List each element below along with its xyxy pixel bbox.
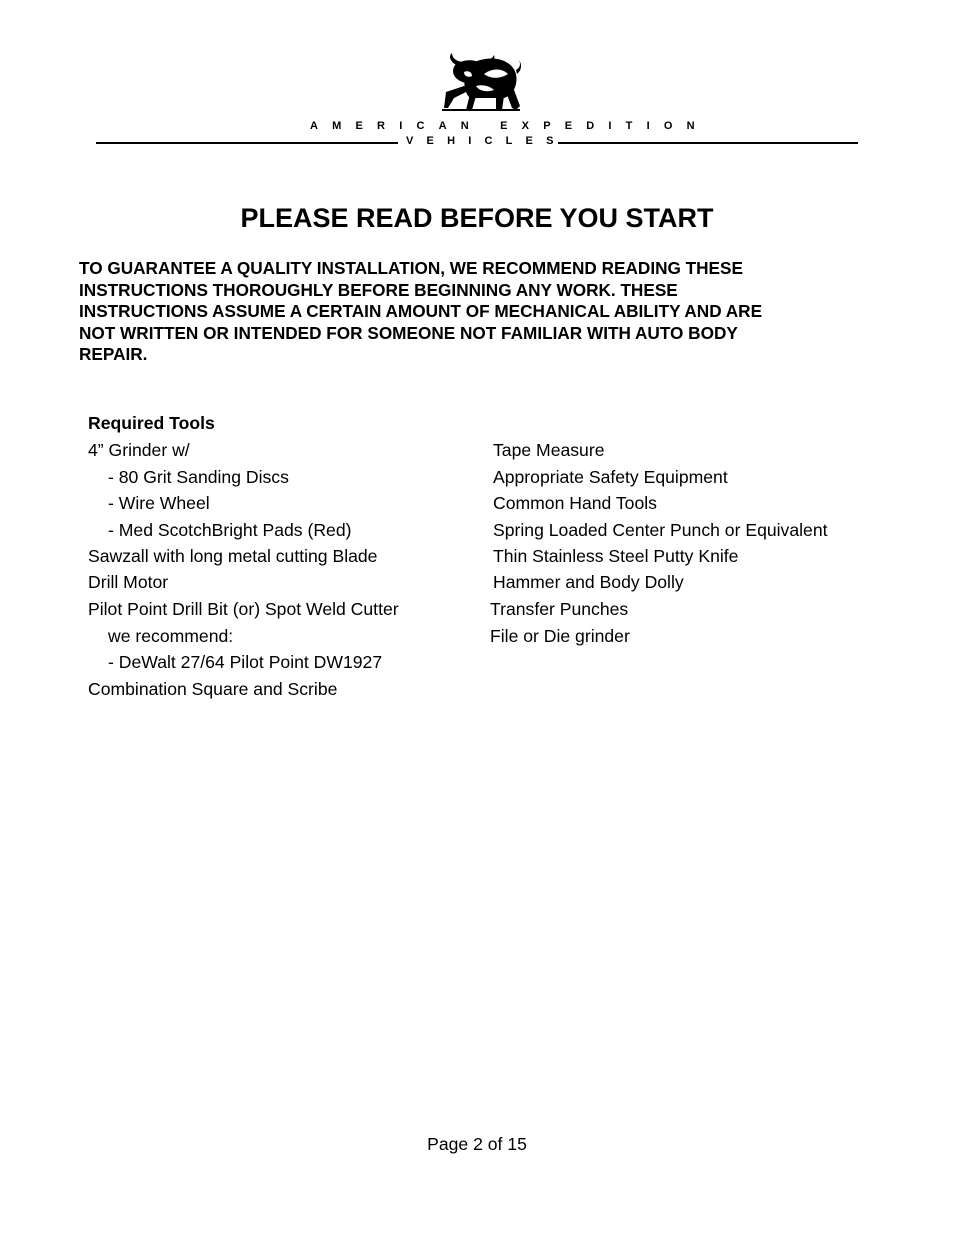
tool-item-left: Drill Motor: [88, 572, 169, 592]
tool-item-left: - Wire Wheel: [108, 493, 210, 513]
tool-item-left: Sawzall with long metal cutting Blade: [88, 546, 378, 566]
notice-line: NOT WRITTEN OR INTENDED FOR SOMEONE NOT FAMILIAR WITH AUTO BODY: [79, 322, 738, 343]
notice-line: TO GUARANTEE A QUALITY INSTALLATION, WE RECOMMEND READING THESE: [79, 258, 743, 278]
bull-logo-icon: [440, 52, 522, 114]
tool-item-right: Transfer Punches: [490, 599, 629, 619]
header-rule-left: [96, 142, 398, 144]
page-number: Page 2 of 15: [427, 1134, 527, 1154]
brand-name-line1: AMERICAN EXPEDITION: [310, 120, 709, 132]
tool-item-right: Common Hand Tools: [493, 493, 657, 513]
tool-item-left: we recommend:: [108, 626, 234, 646]
tool-item-right: Thin Stainless Steel Putty Knife: [493, 546, 739, 566]
notice-line: REPAIR.: [79, 344, 148, 365]
tool-item-left: 4” Grinder w/: [88, 440, 190, 460]
brand-rule-row: [96, 135, 858, 151]
brand-name-line2: VEHICLES: [406, 135, 567, 147]
page-title: PLEASE READ BEFORE YOU START: [240, 203, 714, 233]
header-rule-right: [558, 142, 858, 144]
tool-item-left: - DeWalt 27/64 Pilot Point DW1927: [108, 652, 383, 672]
tool-item-left: - 80 Grit Sanding Discs: [108, 467, 289, 487]
tool-item-right: Tape Measure: [493, 440, 605, 460]
tool-item-left: Combination Square and Scribe: [88, 679, 338, 699]
tool-item-right: Spring Loaded Center Punch or Equivalent: [493, 520, 828, 540]
tool-item-left: Pilot Point Drill Bit (or) Spot Weld Cutter: [88, 599, 399, 619]
required-tools-heading: Required Tools: [88, 413, 215, 433]
tool-item-left: - Med ScotchBright Pads (Red): [108, 520, 352, 540]
notice-line: INSTRUCTIONS ASSUME A CERTAIN AMOUNT OF MECHANICAL ABILITY AND ARE: [79, 301, 763, 322]
notice-line: INSTRUCTIONS THOROUGHLY BEFORE BEGINNING ANY WORK. THESE: [79, 279, 678, 300]
tool-item-right: File or Die grinder: [490, 626, 630, 646]
installation-notice: [79, 258, 879, 366]
tool-item-right: Hammer and Body Dolly: [493, 572, 684, 592]
tool-item-right: Appropriate Safety Equipment: [493, 467, 728, 487]
